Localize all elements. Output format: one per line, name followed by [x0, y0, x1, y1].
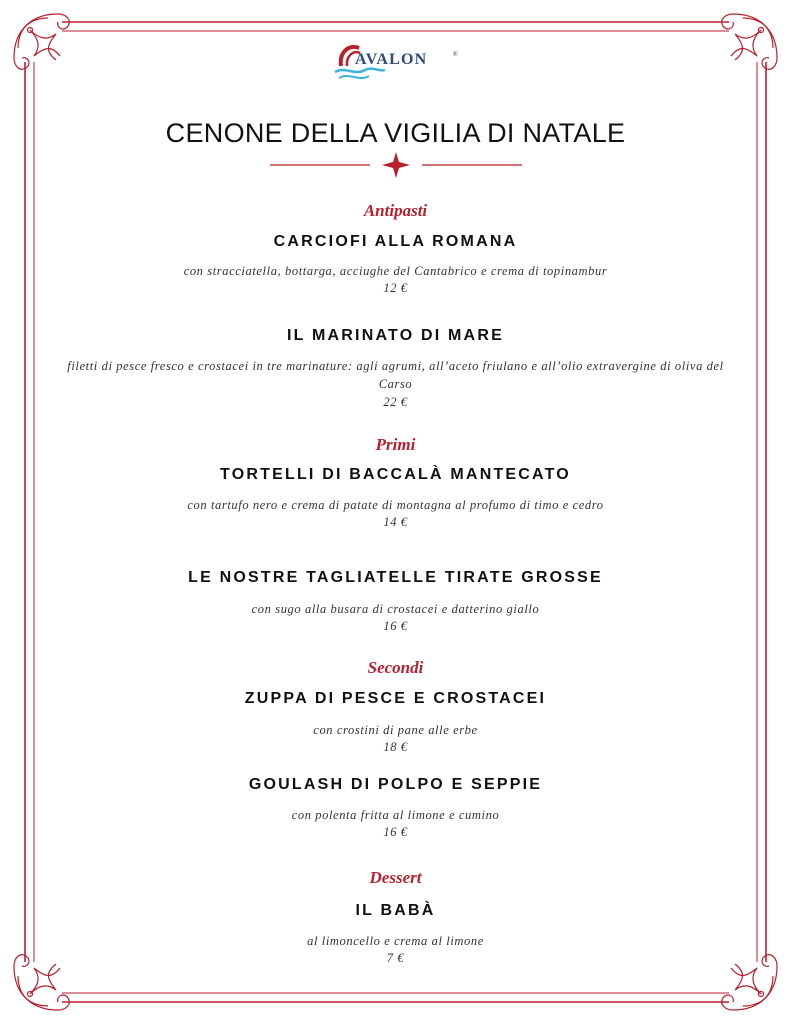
logo-registered-mark: ®: [453, 52, 458, 58]
dish-price: 16 €: [383, 619, 408, 633]
dish-name: TORTELLI DI BACCALÀ MANTECATO: [220, 466, 571, 483]
dish-name: LE NOSTRE TAGLIATELLE TIRATE GROSSE: [188, 569, 603, 586]
dish-name: IL MARINATO DI MARE: [287, 327, 504, 344]
dish-description: con stracciatella, bottarga, acciughe del Cantabrico e crema di topinambur: [183, 264, 608, 278]
dish-name: GOULASH DI POLPO E SEPPIE: [248, 776, 543, 793]
dish-price: 16 €: [383, 825, 408, 839]
dish-name: IL BABÀ: [355, 902, 436, 919]
title-divider-ornament: [270, 150, 522, 180]
dish-description: con tartufo nero e crema di patate di montagna al profumo di timo e cedro: [187, 498, 604, 512]
dish-description: con polenta fritta al limone e cumino: [291, 808, 500, 822]
dish-name: ZUPPA DI PESCE E CROSTACEI: [244, 690, 547, 707]
dish-name: CARCIOFI ALLA ROMANA: [273, 233, 518, 250]
dish-description: filetti di pesce fresco e crostacei in tre marinature: agli agrumi, all’aceto friulano e all’olio extravergine di oliva del Carso: [67, 359, 724, 391]
dish-description: con sugo alla busara di crostacei e datterino giallo: [251, 602, 540, 616]
page-title: CENONE DELLA VIGILIA DI NATALE: [165, 118, 626, 148]
section-heading-primi: Primi: [375, 435, 416, 454]
section-heading-antipasti: Antipasti: [363, 201, 428, 220]
dish-description: al limoncello e crema al limone: [307, 934, 484, 948]
logo-wordmark: AVALON: [355, 51, 428, 68]
dish-price: 22 €: [383, 395, 408, 409]
section-heading-secondi: Secondi: [367, 658, 424, 677]
avalon-logo: [333, 38, 463, 86]
dish-description: con crostini di pane alle erbe: [313, 723, 478, 737]
dish-price: 14 €: [383, 515, 408, 529]
section-heading-dessert: Dessert: [369, 868, 422, 887]
dish-price: 18 €: [383, 740, 408, 754]
dish-price: 7 €: [386, 951, 405, 965]
dish-price: 12 €: [383, 281, 408, 295]
